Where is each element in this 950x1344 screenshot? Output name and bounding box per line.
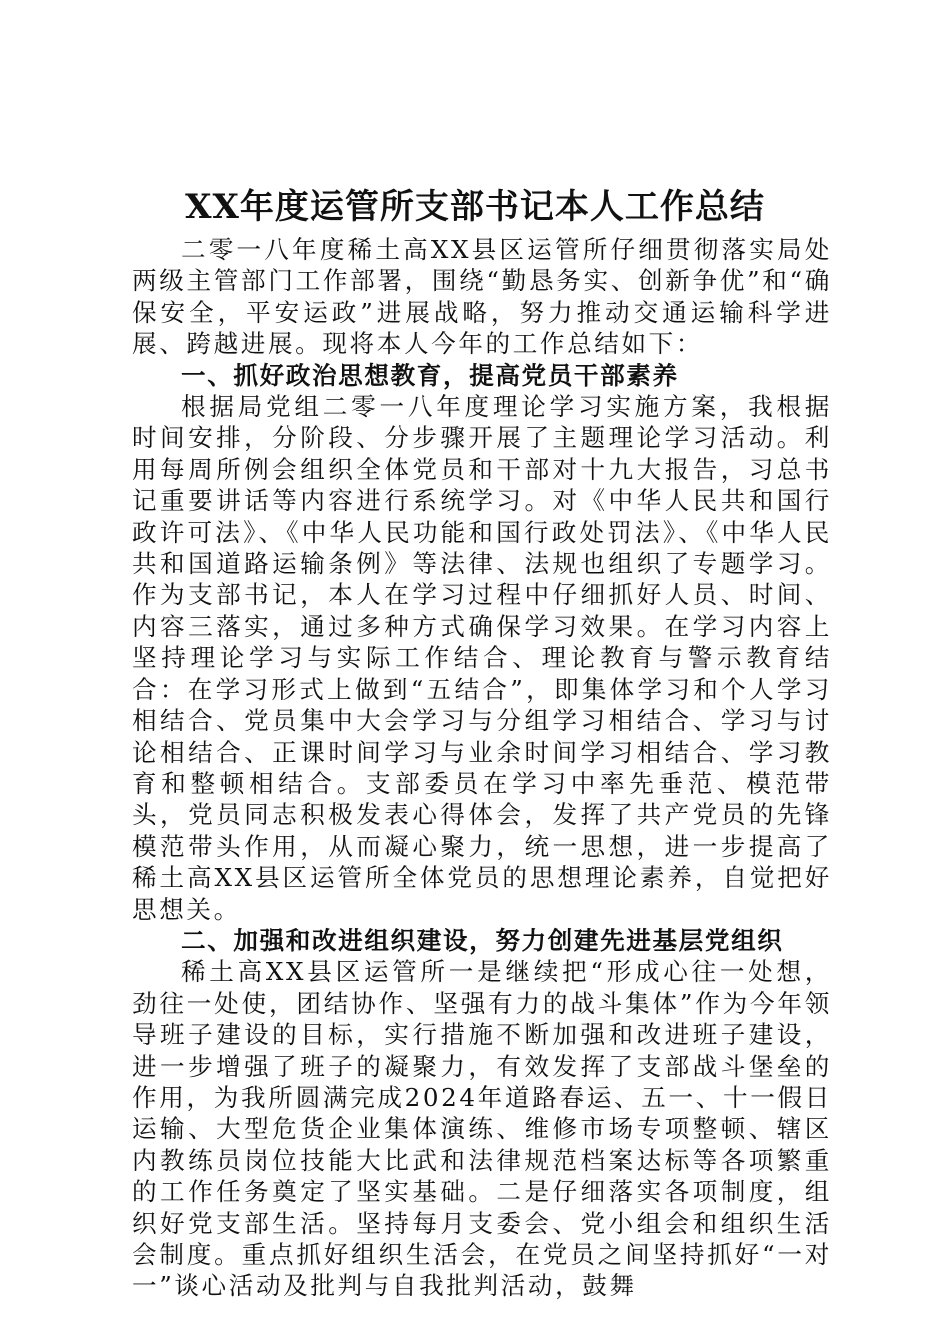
document-body: [132, 234, 832, 1302]
section-2-heading: 二、加强和改进组织建设，努力创建先进基层党组织: [181, 925, 784, 955]
intro-paragraph: 二零一八年度稀土高XX县区运管所仔细贯彻落实局处两级主管部门工作部署，围绕“勤恳务实、创新争优”和“确保安全，平安运政”进展战略，努力推动交通运输科学进展、跨越进展。现将本人今年的工作总结如下：: [132, 235, 832, 359]
section-1-heading: 一、抓好政治思想教育，提高党员干部素养: [181, 360, 679, 390]
section-2-paragraph: 稀土高XX县区运管所一是继续把“形成心往一处想，劲往一处使，团结协作、坚强有力的战斗集体”作为今年领导班子建设的目标，实行措施不断加强和改进班子建设，进一步增强了班子的凝聚力，有效发挥了支部战斗堡垒的作用，为我所圆满完成2024年道路春运、五一、十一假日运输、大型危货企业集体演练、维修市场专项整顿、辖区内教练员岗位技能大比武和法律规范档案达标等各项繁重的工作任务奠定了坚实基础。二是仔细落实各项制度，组织好党支部生活。坚持每月支委会、党小组会和组织生活会制度。重点抓好组织生活会，在党员之间坚持抓好“一对一”谈心活动及批判与自我批判活动，鼓舞: [132, 957, 832, 1301]
section-1-paragraph: 根据局党组二零一八年度理论学习实施方案，我根据时间安排，分阶段、分步骤开展了主题理论学习活动。利用每周所例会组织全体党员和干部对十九大报告，习总书记重要讲话等内容进行系统学习。对《中华人民共和国行政许可法》、《中华人民功能和国行政处罚法》、《中华人民共和国道路运输条例》等法律、法规也组织了专题学习。作为支部书记，本人在学习过程中仔细抓好人员、时间、内容三落实，通过多种方式确保学习效果。在学习内容上坚持理论学习与实际工作结合、理论教育与警示教育结合：在学习形式上做到“五结合”，即集体学习和个人学习相结合、党员集中大会学习与分组学习相结合、学习与讨论相结合、正课时间学习与业余时间学习相结合、学习教育和整顿相结合。支部委员在学习中率先垂范、模范带头，党员同志积极发表心得体会，发挥了共产党员的先锋模范带头作用，从而凝心聚力，统一思想，进一步提高了稀土高XX县区运管所全体党员的思想理论素养，自觉把好思想关。: [132, 392, 832, 924]
document-title: XX年度运管所支部书记本人工作总结: [185, 187, 765, 227]
